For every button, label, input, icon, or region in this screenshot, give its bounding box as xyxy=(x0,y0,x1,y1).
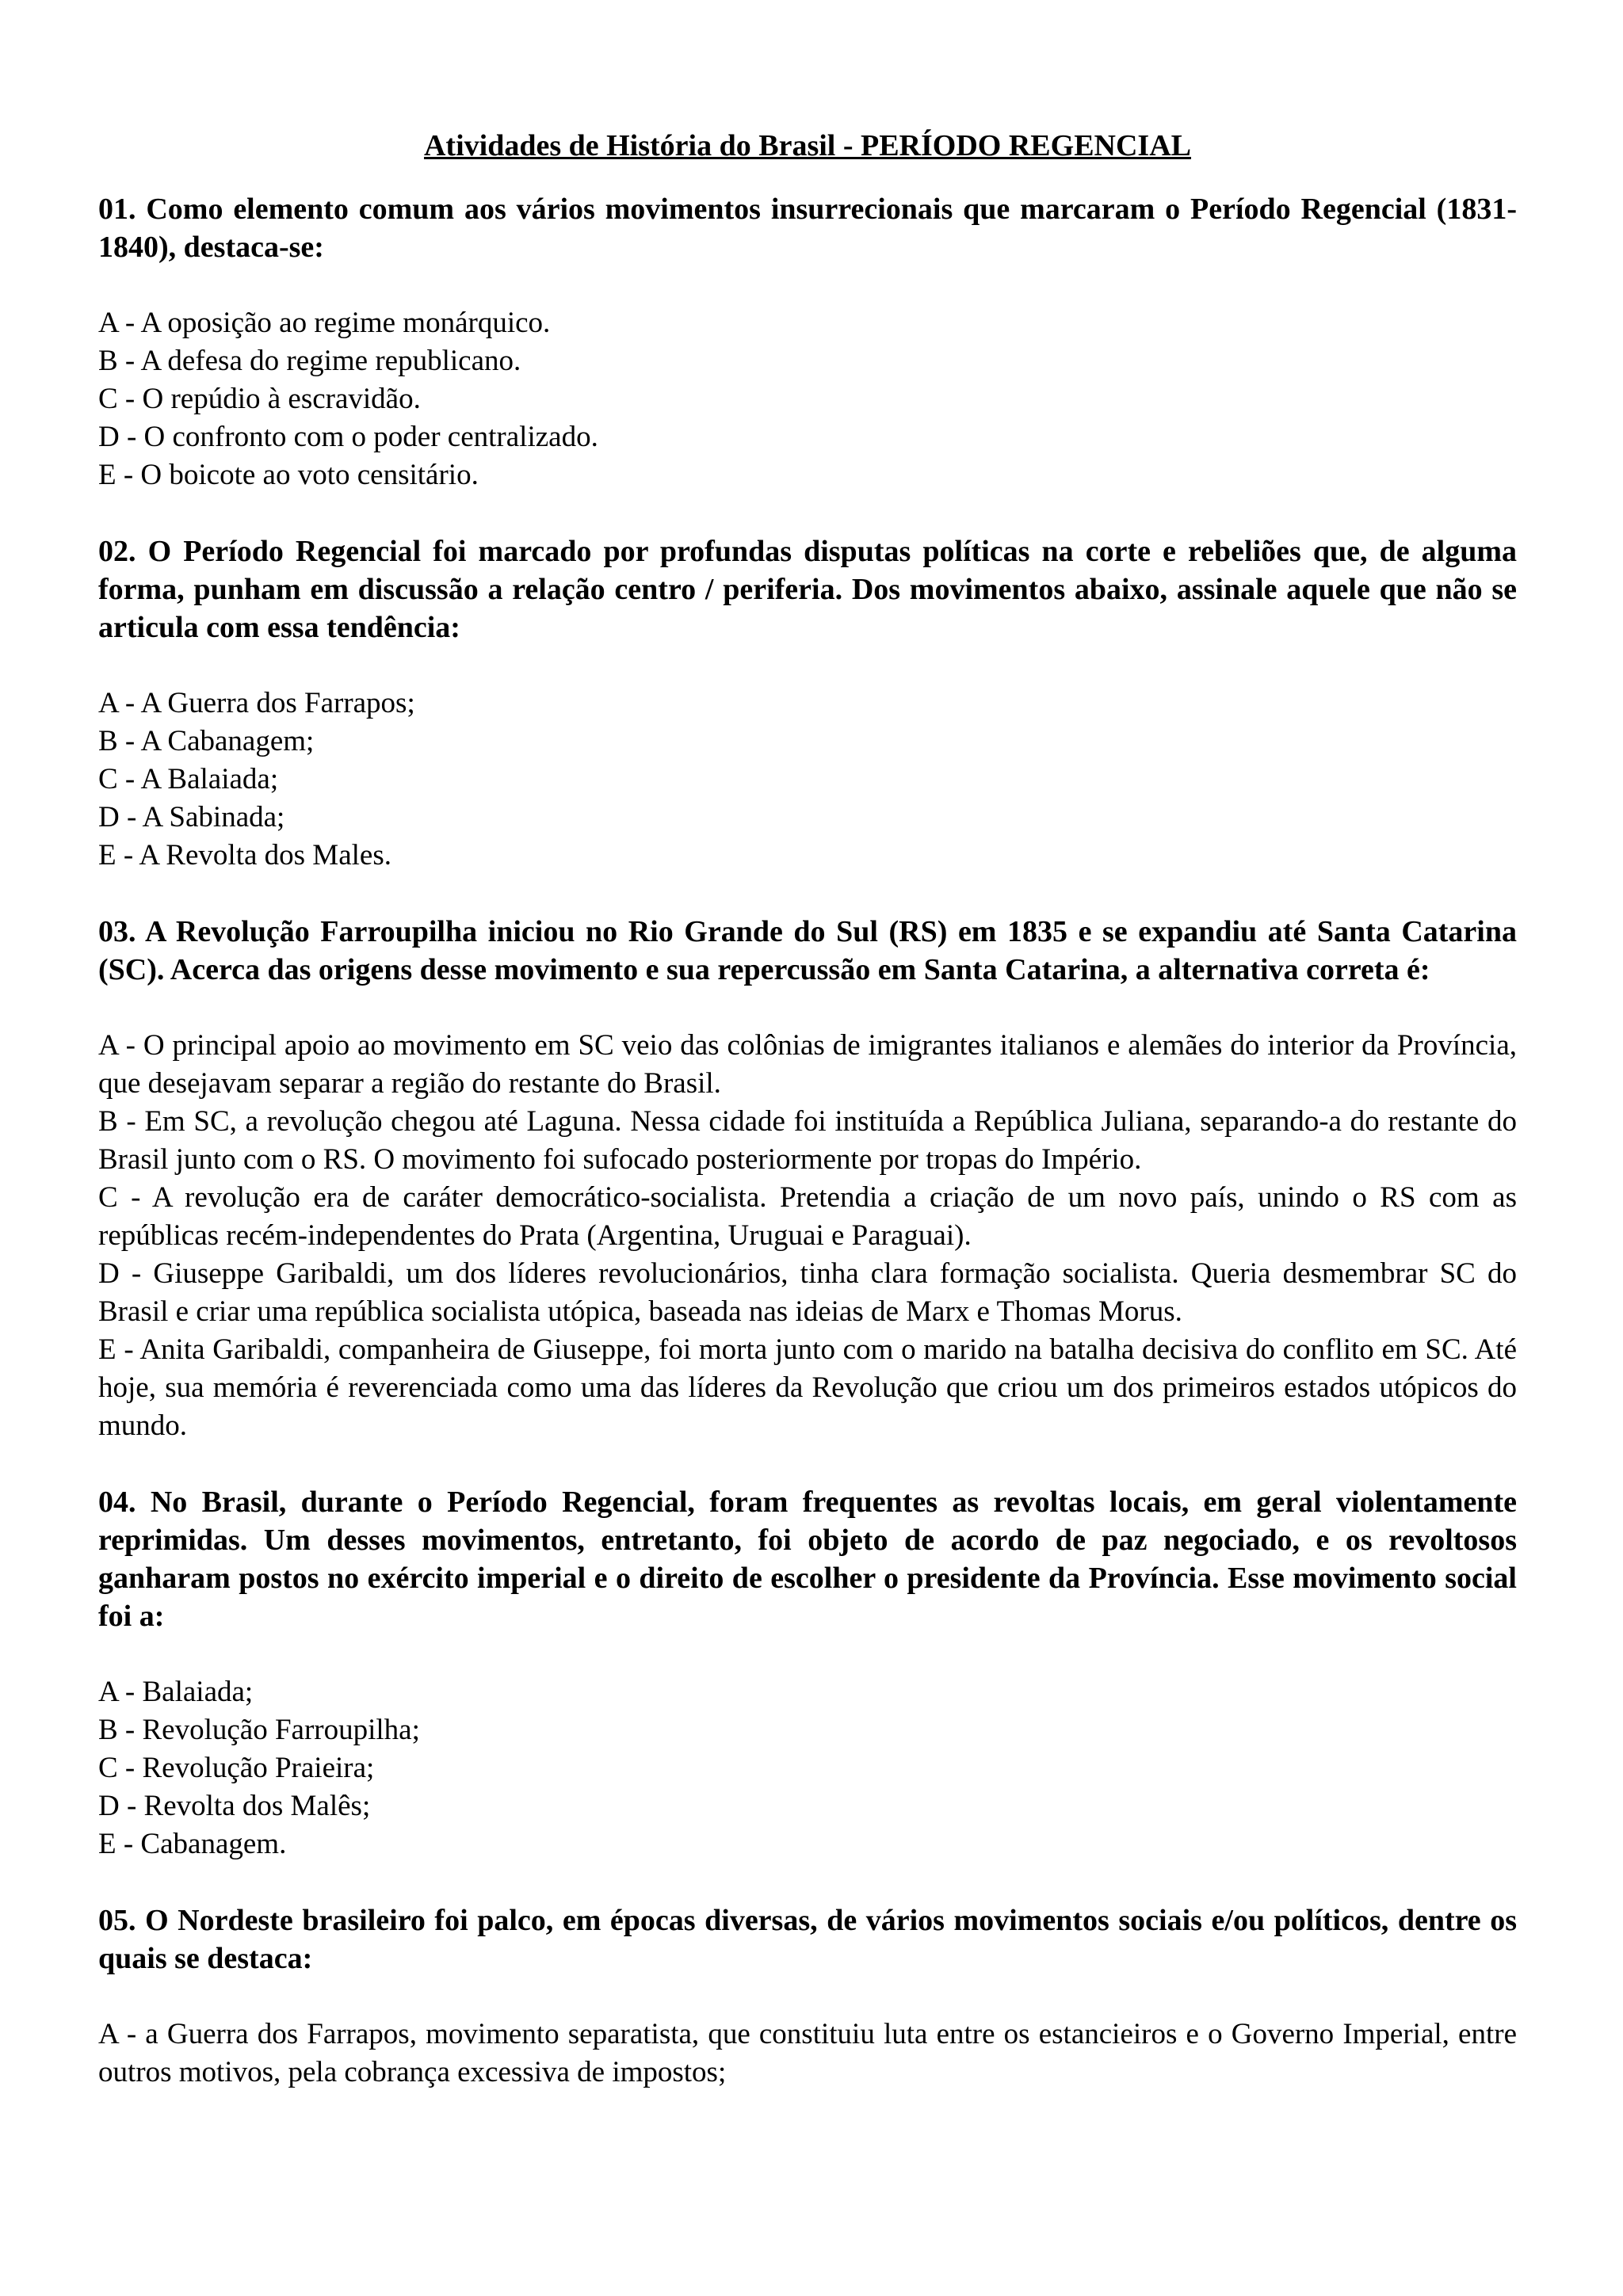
question-prompt xyxy=(98,913,1517,989)
option-c: C - A Balaiada; xyxy=(98,763,279,795)
option-d: D - Giuseppe Garibaldi, um dos líderes revolucionários, tinha clara formação socialista. Queria desmembrar SC do Brasil e criar uma república socialista utópica, baseada nas ideias de Marx e Thomas Morus. xyxy=(98,1257,1517,1328)
option-list xyxy=(98,685,1517,875)
option-e: E - O boicote ao voto censitário. xyxy=(98,459,479,491)
question-number: 02. xyxy=(98,535,136,568)
question-text: A Revolução Farroupilha iniciou no Rio Grande do Sul (RS) em 1835 e se expandiu até Santa Catarina (SC). Acerca das origens desse movimento e sua repercussão em Santa Catarina, a alternativa correta é: xyxy=(98,915,1517,986)
question-number: 05. xyxy=(98,1904,136,1937)
option-list xyxy=(98,1673,1517,1863)
question-number: 03. xyxy=(98,915,136,948)
option-e: E - Cabanagem. xyxy=(98,1828,287,1860)
question-prompt xyxy=(98,190,1517,266)
question-03 xyxy=(98,913,1517,1445)
option-c: C - Revolução Praieira; xyxy=(98,1752,375,1784)
question-text: O Período Regencial foi marcado por profundas disputas políticas na corte e rebeliões que, de alguma forma, punham em discussão a relação centro / periferia. Dos movimentos abaixo, assinale aquele que não se articula com essa tendência: xyxy=(98,535,1517,644)
question-number: 04. xyxy=(98,1486,136,1519)
option-a: A - A oposição ao regime monárquico. xyxy=(98,307,551,339)
question-list xyxy=(98,190,1517,2092)
option-d: D - A Sabinada; xyxy=(98,801,285,833)
option-e: E - A Revolta dos Males. xyxy=(98,839,391,871)
option-b: B - A Cabanagem; xyxy=(98,725,315,757)
question-05 xyxy=(98,1901,1517,2092)
option-d: D - O confronto com o poder centralizado. xyxy=(98,421,598,453)
option-a: A - a Guerra dos Farrapos, movimento separatista, que constituiu luta entre os estancieiros e o Governo Imperial, entre outros motivos, pela cobrança excessiva de impostos; xyxy=(98,2018,1517,2088)
option-e: E - Anita Garibaldi, companheira de Giuseppe, foi morta junto com o marido na batalha decisiva do conflito em SC. Até hoje, sua memória é reverenciada como uma das líderes da Revolução que criou um dos primeiros estados utópicos do mundo. xyxy=(98,1333,1517,1442)
option-a: A - Balaiada; xyxy=(98,1676,254,1708)
option-b: B - Em SC, a revolução chegou até Laguna. Nessa cidade foi instituída a República Juliana, separando-a do restante do Brasil junto com o RS. O movimento foi sufocado posteriormente por tropas do Império. xyxy=(98,1105,1517,1176)
option-b: B - Revolução Farroupilha; xyxy=(98,1714,420,1746)
option-list xyxy=(98,2016,1517,2092)
option-a: A - O principal apoio ao movimento em SC veio das colônias de imigrantes italianos e alemães do interior da Província, que desejavam separar a região do restante do Brasil. xyxy=(98,1029,1517,1100)
option-b: B - A defesa do regime republicano. xyxy=(98,345,521,377)
question-01 xyxy=(98,190,1517,494)
question-number: 01. xyxy=(98,193,136,226)
question-04 xyxy=(98,1483,1517,1863)
question-prompt xyxy=(98,1901,1517,1978)
option-a: A - A Guerra dos Farrapos; xyxy=(98,687,415,719)
page-title: Atividades de História do Brasil - PERÍODO REGENCIAL xyxy=(423,129,1192,162)
option-list xyxy=(98,304,1517,494)
question-02 xyxy=(98,532,1517,875)
question-text: O Nordeste brasileiro foi palco, em épocas diversas, de vários movimentos sociais e/ou políticos, dentre os quais se destaca: xyxy=(98,1904,1517,1975)
option-d: D - Revolta dos Malês; xyxy=(98,1790,371,1822)
document-page xyxy=(98,127,1517,2130)
question-prompt xyxy=(98,532,1517,646)
question-text: Como elemento comum aos vários movimentos insurrecionais que marcaram o Período Regencial (1831-1840), destaca-se: xyxy=(98,193,1517,264)
option-c: C - A revolução era de caráter democrático-socialista. Pretendia a criação de um novo país, unindo o RS com as repúblicas recém-independentes do Prata (Argentina, Uruguai e Paraguai). xyxy=(98,1181,1517,1252)
question-prompt xyxy=(98,1483,1517,1635)
option-list xyxy=(98,1027,1517,1445)
option-c: C - O repúdio à escravidão. xyxy=(98,383,421,415)
question-text: No Brasil, durante o Período Regencial, foram frequentes as revoltas locais, em geral violentamente reprimidas. Um desses movimentos, entretanto, foi objeto de acordo de paz negociado, e os revoltosos ganharam postos no exército imperial e o direito de escolher o presidente da Província. Esse movimento social foi a: xyxy=(98,1486,1517,1633)
